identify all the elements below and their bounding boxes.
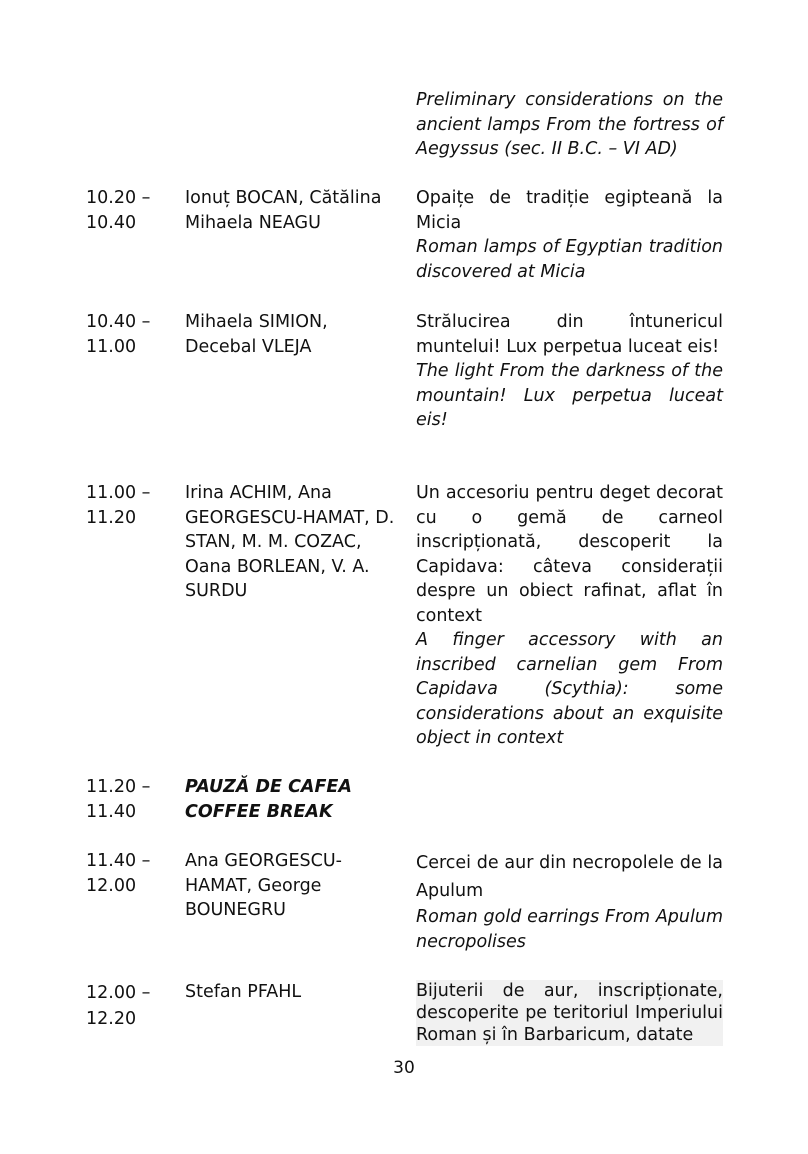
talk-title-english: The light From the darkness of the mountain! Lux perpetua luceat eis! bbox=[416, 361, 723, 430]
talk-title-romanian: Opaițe de tradiție egipteană la Micia bbox=[416, 188, 723, 233]
talk-title-romanian: Strălucirea din întunericul muntelui! Lux perpetua luceat eis! bbox=[416, 312, 723, 357]
authors: Irina ACHIM, Ana GEORGESCU-HAMAT, D. STAN, M. M. COZAC, Oana BORLEAN, V. A. SURDU bbox=[185, 483, 395, 601]
talk-title-romanian: Cercei de aur din necropolele de la Apulum bbox=[416, 853, 723, 901]
talk-title-english: Roman gold earrings From Apulum necropolises bbox=[416, 907, 723, 952]
time-slot: 11.00 – 11.20 bbox=[86, 483, 151, 528]
authors: Stefan PFAHL bbox=[185, 982, 302, 1002]
talk-title bbox=[416, 481, 723, 751]
time-slot: 10.40 – 11.00 bbox=[86, 312, 151, 357]
talk-title-romanian: Un accesoriu pentru deget decorat cu o gemă de carneol inscripționată, descoperit la Capidava: câteva considerații despre un obiect rafinat, aflat în context bbox=[416, 483, 723, 626]
talk-title bbox=[416, 849, 723, 954]
talk-title-english: Roman lamps of Egyptian tradition discovered at Micia bbox=[416, 237, 723, 282]
authors: Mihaela SIMION, Decebal VLEJA bbox=[185, 312, 328, 357]
talk-title bbox=[416, 186, 723, 284]
time-slot: 12.00 – 12.20 bbox=[86, 983, 151, 1029]
page-number: 30 bbox=[393, 1058, 415, 1078]
talk-title bbox=[416, 88, 723, 162]
time-slot: 11.40 – 12.00 bbox=[86, 851, 151, 896]
talk-title-english: Preliminary considerations on the ancient lamps From the fortress of Aegyssus (sec. II B.C. – VI AD) bbox=[416, 90, 723, 159]
coffee-break-english: COFFEE BREAK bbox=[185, 801, 333, 822]
time-slot: 10.20 – 10.40 bbox=[86, 188, 151, 233]
authors: Ionuț BOCAN, Cătălina Mihaela NEAGU bbox=[185, 188, 382, 233]
talk-title bbox=[416, 980, 723, 1046]
talk-title bbox=[416, 310, 723, 433]
coffee-break-romanian: PAUZĂ DE CAFEA bbox=[185, 777, 352, 797]
talk-title-romanian: Bijuterii de aur, inscripționate, descoperite pe teritoriul Imperiului Roman și în Barbaricum, datate bbox=[416, 981, 723, 1045]
coffee-break bbox=[185, 775, 445, 824]
talk-title-english: A finger accessory with an inscribed carnelian gem From Capidava (Scythia): some considerations about an exquisite object in context bbox=[416, 630, 723, 748]
authors: Ana GEORGESCU-HAMAT, George BOUNEGRU bbox=[185, 851, 342, 920]
time-slot: 11.20 – 11.40 bbox=[86, 777, 151, 822]
